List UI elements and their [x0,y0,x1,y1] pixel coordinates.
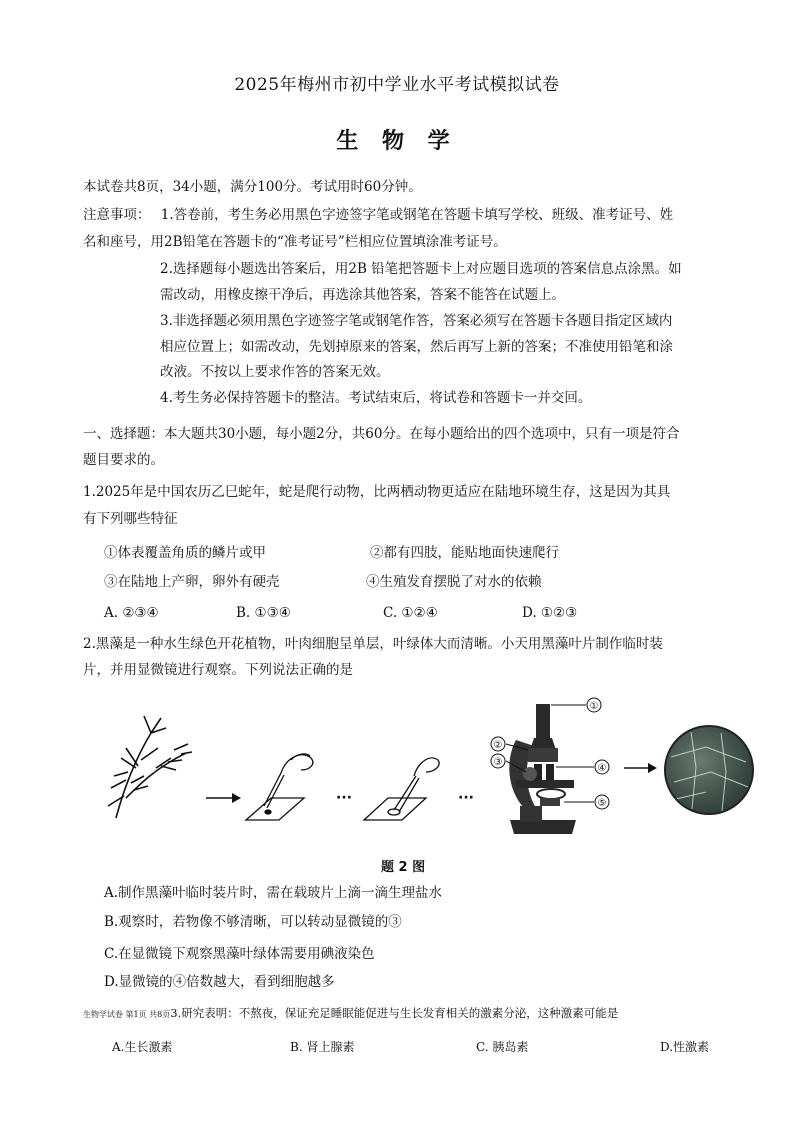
q2-figure [96,688,696,848]
intro-line: 本试卷共8页，34小题，满分100分。考试用时60分钟。 [83,179,422,195]
q1-option-b: B. ①③④ [236,605,291,621]
arrow-2 [624,763,657,773]
q1-stem-cont: 有下列哪些特征 [83,511,178,527]
q2-option-a: A.制作黑藻叶临时装片时，需在载玻片上滴一滴生理盐水 [104,885,443,901]
notice-2: 2.选择题每小题选出答案后，用2B 铅笔把答题卡上对应题目选项的答案信息点涂黑。如 [160,261,682,277]
q1-item-4: ④生殖发育摆脱了对水的依赖 [366,574,542,590]
q3-option-d: D.性激素 [660,1040,710,1054]
notice-2-cont: 需改动，用橡皮擦干净后，再选涂其他答案，答案不能答在试题上。 [160,287,565,303]
notice-1-cont: 名和座号，用2B铅笔在答题卡的“准考证号”栏相应位置填涂准考证号。 [83,234,507,250]
q3-option-b: B. 肾上腺素 [290,1040,355,1054]
micrograph-view [664,725,754,815]
notice-label: 注意事项： [83,207,151,223]
slide-dropper-illustration [246,754,313,820]
label-2: ② [493,740,503,751]
notice-3: 3.非选择题必须用黑色字迹签字笔或钢笔作答，答案必须写在答题卡各题目指定区域内 [160,313,673,329]
q2-option-d: D.显微镜的④倍数越大，看到细胞越多 [104,974,335,990]
notice-4: 4.考生务必保持答题卡的整洁。考试结束后，将试卷和答题卡一并交回。 [160,390,592,406]
q2-option-c: C.在显微镜下观察黑藻叶绿体需要用碘液染色 [104,946,375,962]
figure-drawing [96,688,696,848]
page-footer: 生物学试卷 第1页 共8页 [83,1010,171,1019]
q3-option-c: C. 胰岛素 [476,1040,529,1054]
q1-option-c: C. ①②④ [383,605,438,621]
label-5: ⑤ [597,798,607,809]
notice-3-cont2: 改液。不按以上要求作答的答案无效。 [160,364,390,380]
micrograph-cells [666,727,752,813]
q3-stem: 3.研究表明：不熬夜，保证充足睡眠能促进与生长发育相关的激素分泌，这种激素可能是 [170,1006,619,1020]
notice-1-text: 1.答卷前，考生务必用黑色字迹签字笔或钢笔在答题卡填写学校、班级、准考证号、姓 [160,207,674,223]
arrow-1 [206,793,241,803]
figure-caption: 题 2 图 [381,860,426,875]
label-3: ③ [493,757,503,768]
q1-stem: 1.2025年是中国农历乙巳蛇年，蛇是爬行动物，比两栖动物更适应在陆地环境生存，这是因为其具 [83,484,671,500]
label-4: ④ [597,763,607,774]
slide-tweezers-illustration [364,758,439,820]
ellipsis-1: ··· [336,790,352,806]
q2-option-b: B.观察时，若物像不够清晰，可以转动显微镜的③ [104,914,402,930]
ellipsis-2: ··· [458,790,474,806]
microscope-illustration [509,704,576,834]
q1-option-a: A. ②③④ [104,605,159,621]
subject-title: 生 物 学 [336,128,458,154]
q1-option-d: D. ①②③ [522,605,578,621]
footer-row [83,1002,618,1021]
section-heading-cont: 题目要求的。 [83,452,164,468]
q1-item-2: ②都有四肢，能贴地面快速爬行 [370,545,559,561]
q1-item-3: ③在陆地上产卵，卵外有硬壳 [104,574,280,590]
q2-stem: 2.黑藻是一种水生绿色开花植物，叶肉细胞呈单层，叶绿体大而清晰。小天用黑藻叶片制作临时装 [83,636,663,652]
label-1: ① [589,701,599,712]
q3-option-a: A.生长激素 [112,1040,173,1054]
q2-stem-cont: 片，并用显微镜进行观察。下列说法正确的是 [83,662,353,678]
notice-1 [83,206,673,224]
plant-illustration [108,716,192,818]
exam-title: 2025年梅州市初中学业水平考试模拟试卷 [234,75,560,95]
notice-3-cont1: 相应位置上；如需改动，先划掉原来的答案，然后再写上新的答案；不准使用铅笔和涂 [160,339,673,355]
section-heading: 一、选择题：本大题共30小题，每小题2分，共60分。在每小题给出的四个选项中，只有一项是符合 [83,426,680,442]
q1-item-1: ①体表覆盖角质的鳞片或甲 [104,545,266,561]
